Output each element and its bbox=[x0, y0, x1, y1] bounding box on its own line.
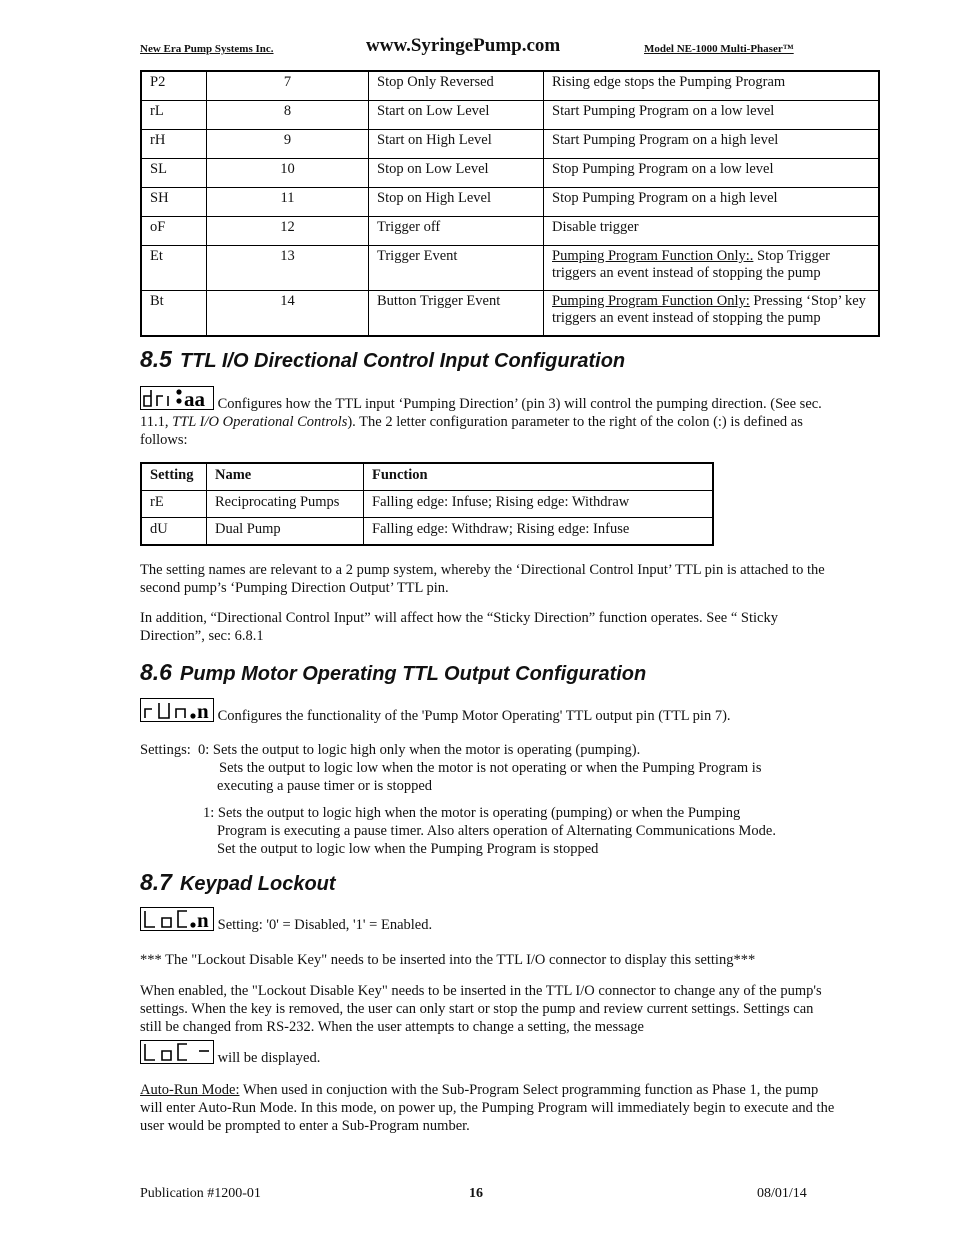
section-8-5-intro: aa Configures how the TTL input ‘Pumping Direction’ (pin 3) will control the pumping direction. (See sec. 11.1, TTL I/O Operational Controls). The 2 letter configuration parameter to the right of the colon (:) is defined as follows: bbox=[140, 387, 822, 448]
table-cell: Falling edge: Withdraw; Rising edge: Infuse bbox=[364, 518, 714, 546]
table-cell: Bt bbox=[141, 291, 207, 337]
setting-1-line: 1: Sets the output to logic high when the motor is operating (pumping) or when the Pumping bbox=[203, 805, 741, 821]
table-cell: 11 bbox=[207, 188, 369, 217]
table-header-row bbox=[141, 463, 713, 491]
table-row bbox=[141, 188, 879, 217]
table-cell: oF bbox=[141, 217, 207, 246]
table-cell: Start on Low Level bbox=[369, 101, 544, 130]
table-cell: Falling edge: Infuse; Rising edge: Withdraw bbox=[364, 491, 714, 518]
table-cell: rL bbox=[141, 101, 207, 130]
lcd-display-run bbox=[140, 698, 214, 722]
section-8-7-setting: n Setting: '0' = Disabled, '1' = Enabled. bbox=[140, 907, 840, 934]
model-name: Model NE-1000 Multi-Phaser™ bbox=[644, 43, 794, 55]
table-cell: Trigger Event bbox=[369, 246, 544, 291]
seven-segment-run-icon bbox=[141, 699, 213, 721]
seven-segment-loc-icon bbox=[141, 908, 213, 930]
table-cell: Disable trigger bbox=[544, 217, 880, 246]
table-cell: Rising edge stops the Pumping Program bbox=[544, 71, 880, 101]
table-cell bbox=[544, 246, 880, 291]
section-8-6-intro: n Configures the functionality of the 'Pump Motor Operating' TTL output pin (TTL pin 7). bbox=[140, 698, 840, 725]
table-cell: 14 bbox=[207, 291, 369, 337]
function-only-note: Pumping Program Function Only:. bbox=[552, 248, 754, 264]
column-header: Name bbox=[207, 463, 364, 491]
table-cell: 13 bbox=[207, 246, 369, 291]
table-cell: rH bbox=[141, 130, 207, 159]
page-header bbox=[140, 35, 820, 61]
table-cell: Start Pumping Program on a high level bbox=[544, 130, 880, 159]
company-name: New Era Pump Systems Inc. bbox=[140, 43, 274, 55]
table-cell: Dual Pump bbox=[207, 518, 364, 546]
table-cell: P2 bbox=[141, 71, 207, 101]
function-text: Stop Trigger triggers an event instead of stopping the pump bbox=[552, 248, 830, 281]
section-heading-8-6: 8.6 Pump Motor Operating TTL Output Configuration bbox=[140, 659, 647, 685]
trigger-table bbox=[140, 70, 880, 337]
website: www.SyringePump.com bbox=[366, 35, 561, 56]
directional-settings-table bbox=[140, 462, 714, 546]
table-cell: Start on High Level bbox=[369, 130, 544, 159]
table-cell: rE bbox=[141, 491, 207, 518]
section-heading-8-7: 8.7 Keypad Lockout bbox=[140, 869, 336, 895]
table-cell bbox=[544, 291, 880, 337]
publication-date: 08/01/14 bbox=[757, 1186, 807, 1201]
auto-run-label: Auto-Run Mode: bbox=[140, 1082, 240, 1098]
setting-0-detail: Sets the output to logic low when the motor is not operating or when the Pumping Program is bbox=[219, 760, 762, 776]
lcd-suffix: n bbox=[197, 908, 209, 930]
table-cell: Stop on Low Level bbox=[369, 159, 544, 188]
section-8-7-body: When enabled, the "Lockout Disable Key" needs to be inserted in the TTL I/O connector to change any of the pump's settings. When the key is removed, the user can only start or stop the pump and review current settings. Settings can still be changed from RS-232. When the user attempts to change a setting, the message bbox=[140, 983, 822, 1035]
table-row bbox=[141, 246, 879, 291]
function-only-note: Pumping Program Function Only: bbox=[552, 293, 750, 309]
table-cell: 9 bbox=[207, 130, 369, 159]
column-header: Setting bbox=[141, 463, 207, 491]
lcd-display-loc bbox=[140, 907, 214, 931]
setting-0-line: Settings: 0: Sets the output to logic high only when the motor is operating (pumping). bbox=[140, 742, 641, 758]
lockout-message-line: will be displayed. bbox=[140, 1040, 840, 1067]
table-cell: 8 bbox=[207, 101, 369, 130]
table-row bbox=[141, 130, 879, 159]
table-cell: Button Trigger Event bbox=[369, 291, 544, 337]
table-cell: Reciprocating Pumps bbox=[207, 491, 364, 518]
lcd-display-dir bbox=[140, 386, 214, 410]
table-row bbox=[141, 291, 879, 337]
table-cell: SH bbox=[141, 188, 207, 217]
function-text: Pressing ‘Stop’ key triggers an event instead of stopping the pump bbox=[552, 293, 866, 326]
table-cell: Stop Pumping Program on a high level bbox=[544, 188, 880, 217]
table-cell: 7 bbox=[207, 71, 369, 101]
table-cell: SL bbox=[141, 159, 207, 188]
auto-run-paragraph: Auto-Run Mode: When used in conjuction with the Sub-Program Select programming function as Phase 1, the pump will enter Auto-Run Mode. In this mode, on power up, the Pumping Program will immediately begin to execute and the user would be prompted to enter a Sub-Program number. bbox=[140, 1082, 835, 1134]
paragraph: In addition, “Directional Control Input” will affect how the “Sticky Direction” function operates. See “ Sticky Direction”, sec: 6.8.1 bbox=[140, 610, 778, 644]
column-header: Function bbox=[364, 463, 714, 491]
setting-1-detail: Set the output to logic low when the Pumping Program is stopped bbox=[217, 841, 599, 857]
table-row bbox=[141, 71, 879, 101]
table-cell: Stop on High Level bbox=[369, 188, 544, 217]
table-row bbox=[141, 101, 879, 130]
table-cell: 12 bbox=[207, 217, 369, 246]
page-number: 16 bbox=[469, 1186, 483, 1201]
lockout-key-note: *** The "Lockout Disable Key" needs to be inserted into the TTL I/O connector to display this setting*** bbox=[140, 952, 756, 968]
table-cell: Stop Pumping Program on a low level bbox=[544, 159, 880, 188]
lcd-display-loc-message bbox=[140, 1040, 214, 1064]
seven-segment-loc-dash-icon bbox=[141, 1041, 213, 1063]
lcd-suffix: n bbox=[197, 699, 209, 721]
table-cell: Start Pumping Program on a low level bbox=[544, 101, 880, 130]
settings-list bbox=[140, 741, 860, 858]
table-cell: 10 bbox=[207, 159, 369, 188]
seven-segment-dir-icon bbox=[141, 387, 213, 409]
setting-0-detail: executing a pause timer or is stopped bbox=[217, 778, 433, 794]
paragraph: The setting names are relevant to a 2 pump system, whereby the ‘Directional Control Input’ TTL pin is attached to the second pump’s ‘Pumping Direction Output’ TTL pin. bbox=[140, 562, 825, 596]
table-cell: Trigger off bbox=[369, 217, 544, 246]
table-cell: Stop Only Reversed bbox=[369, 71, 544, 101]
table-row bbox=[141, 491, 713, 518]
setting-1-detail: Program is executing a pause timer. Also alters operation of Alternating Communications Mode. bbox=[217, 823, 776, 839]
table-cell: Et bbox=[141, 246, 207, 291]
table-row bbox=[141, 159, 879, 188]
publication-number: Publication #1200-01 bbox=[140, 1186, 261, 1201]
lcd-suffix: aa bbox=[184, 387, 205, 409]
table-row bbox=[141, 518, 713, 546]
table-row bbox=[141, 217, 879, 246]
section-heading-8-5: 8.5 TTL I/O Directional Control Input Configuration bbox=[140, 346, 626, 372]
table-cell: dU bbox=[141, 518, 207, 546]
